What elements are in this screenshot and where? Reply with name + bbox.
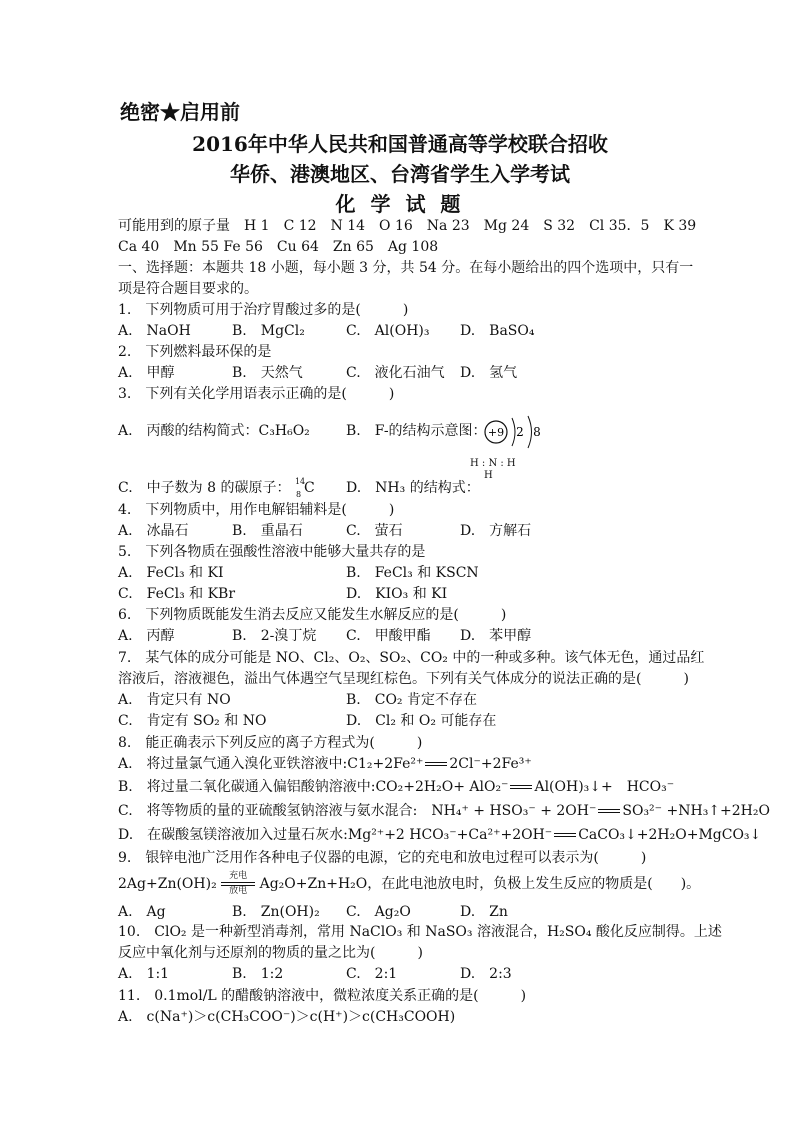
confidential-mark: 绝密★启用前	[120, 100, 240, 124]
question-7-option-b: B. CO₂ 肯定不存在	[346, 692, 477, 708]
question-8-option-d	[118, 825, 761, 845]
section-instructions-line2: 项是符合题目要求的。	[118, 281, 258, 297]
question-2-option-d: D. 氢气	[460, 365, 518, 381]
isotope-element-symbol: C	[303, 480, 315, 496]
question-4-stem: 4. 下列物质中，用作电解铝辅料是( )	[118, 502, 395, 518]
question-6-option-b: B. 2-溴丁烷	[232, 628, 317, 644]
arrow-label-discharge: 放电	[229, 886, 248, 896]
question-5-option-c: C. FeCl₃ 和 KBr	[118, 586, 236, 602]
question-4-option-c: C. 萤石	[346, 523, 403, 539]
reversible-arrow	[221, 872, 255, 896]
atomic-masses-line2: Ca 40 Mn 55 Fe 56 Cu 64 Zn 65 Ag 108	[118, 239, 439, 255]
equals-sign	[510, 785, 532, 789]
question-3-stem: 3. 下列有关化学用语表示正确的是( )	[118, 386, 395, 402]
question-9-option-b: B. Zn(OH)₂	[232, 904, 320, 920]
option-b-reactants: B. 将过量二氧化碳通入偏铝酸钠溶液中:CO₂+2H₂O+ AlO₂⁻	[118, 779, 509, 795]
question-2-stem: 2. 下列燃料最环保的是	[118, 344, 272, 360]
exam-title-line1: 2016年中华人民共和国普通高等学校联合招收	[192, 132, 608, 156]
equals-sign	[554, 833, 576, 837]
question-1-stem: 1. 下列物质可用于治疗胃酸过多的是( )	[118, 302, 409, 318]
isotope-neutron-number: 8	[295, 490, 302, 499]
question-3-option-b: B. F-的结构示意图：	[346, 423, 487, 439]
question-6-option-a: A. 丙醇	[118, 628, 175, 644]
question-10-option-d: D. 2:3	[460, 966, 512, 982]
option-c-reactants: C. 将等物质的量的亚硫酸氢钠溶液与氨水混合: NH₄⁺ + HSO₃⁻ + 2OH⁻	[118, 803, 597, 819]
question-11-stem: 11. 0.1mol/L 的醋酸钠溶液中，微粒浓度关系正确的是( )	[118, 988, 527, 1004]
question-5-option-b: B. FeCl₃ 和 KSCN	[346, 565, 479, 581]
question-9-stem: 9. 银锌电池广泛用作各种电子仪器的电源，它的充电和放电过程可以表示为( )	[118, 850, 647, 866]
question-7-stem-line2: 溶液后，溶液褪色，溢出气体遇空气呈现红棕色。下列有关气体成分的说法正确的是( )	[118, 671, 689, 687]
exam-title-line2: 华侨、港澳地区、台湾省学生入学考试	[230, 162, 570, 186]
option-d-reactants: D. 在碳酸氢镁溶液加入过量石灰水:Mg²⁺+2 HCO₃⁻+Ca²⁺+2OH⁻	[118, 827, 553, 843]
carbon-14-isotope-symbol	[295, 478, 315, 498]
question-3-option-d: D. NH₃ 的结构式：	[346, 480, 480, 496]
question-9-option-d: D. Zn	[460, 904, 508, 920]
question-9-option-a: A. Ag	[118, 904, 166, 920]
question-10-option-a: A. 1:1	[118, 966, 170, 982]
question-10-option-c: C. 2:1	[346, 966, 398, 982]
option-b-products: Al(OH)₃↓+ HCO₃⁻	[534, 779, 675, 795]
atomic-masses-line1: 可能用到的原子量 H 1 C 12 N 14 O 16 Na 23 Mg 24 S 32 Cl 35．5 K 39	[118, 218, 697, 234]
exam-subject-title: 化 学 试 题	[335, 192, 465, 216]
question-10-option-b: B. 1:2	[232, 966, 284, 982]
arrow-label-charge: 充电	[229, 871, 248, 881]
option-d-products: CaCO₃↓+2H₂O+MgCO₃↓	[578, 827, 762, 843]
question-1-option-b: B. MgCl₂	[232, 323, 305, 339]
question-4-option-a: A. 冰晶石	[118, 523, 189, 539]
question-6-option-c: C. 甲酸甲酯	[346, 628, 431, 644]
question-4-option-b: B. 重晶石	[232, 523, 303, 539]
equals-sign	[598, 809, 620, 813]
question-9-option-c: C. Ag₂O	[346, 904, 411, 920]
question-6-option-d: D. 苯甲醇	[460, 628, 532, 644]
question-1-option-a: A. NaOH	[118, 323, 191, 339]
question-3-option-c-text: C. 中子数为 8 的碳原子：	[118, 480, 291, 496]
question-5-option-d: D. KIO₃ 和 KI	[346, 586, 448, 602]
question-9-equation	[118, 872, 700, 896]
question-8-option-c	[118, 801, 770, 821]
question-10-stem-line2: 反应中氧化剂与还原剂的物质的量之比为( )	[118, 945, 423, 961]
nucleus-charge: +9	[487, 426, 505, 439]
option-a-products: 2Cl⁻+2Fe³⁺	[449, 756, 532, 772]
question-2-option-b: B. 天然气	[232, 365, 303, 381]
question-2-option-a: A. 甲醇	[118, 365, 175, 381]
question-2-option-c: C. 液化石油气	[346, 365, 445, 381]
equation-left: 2Ag+Zn(OH)₂	[118, 876, 217, 892]
isotope-mass-number: 14	[294, 477, 306, 486]
nh3-structure-bottom: H	[484, 470, 493, 481]
question-8-option-a	[118, 754, 532, 774]
shell-2-electrons: 8	[533, 425, 541, 439]
nh3-structure-top: H : N : H	[470, 458, 516, 469]
question-3-option-a: A. 丙酸的结构简式：C₃H₆O₂	[118, 423, 310, 439]
question-1-option-c: C. Al(OH)₃	[346, 323, 430, 339]
shell-1-electrons: 2	[516, 425, 524, 439]
question-10-stem-line1: 10. ClO₂ 是一种新型消毒剂，常用 NaClO₃ 和 NaSO₃ 溶液混合，H₂SO₄ 酸化反应制得。上述	[118, 924, 722, 940]
question-7-stem-line1: 7. 某气体的成分可能是 NO、Cl₂、O₂、SO₂、CO₂ 中的一种或多种。该气体无色，通过品红	[118, 650, 705, 666]
question-5-stem: 5. 下列各物质在强酸性溶液中能够大量共存的是	[118, 544, 426, 560]
question-3-option-c	[118, 478, 315, 498]
option-c-products: SO₃²⁻ +NH₃↑+2H₂O	[622, 803, 770, 819]
question-1-option-d: D. BaSO₄	[460, 323, 535, 339]
question-7-option-c: C. 肯定有 SO₂ 和 NO	[118, 713, 267, 729]
equation-right: Ag₂O+Zn+H₂O，在此电池放电时，负极上发生反应的物质是( )。	[259, 876, 701, 892]
equals-sign	[425, 762, 447, 766]
section-instructions-line1: 一、选择题：本题共 18 小题，每小题 3 分，共 54 分。在每小题给出的四个选项中，只有一	[118, 260, 694, 276]
shell-arc-1	[512, 418, 515, 446]
option-a-reactants: A. 将过量氯气通入溴化亚铁溶液中:C1₂+2Fe²⁺	[118, 756, 424, 772]
question-5-option-a: A. FeCl₃ 和 KI	[118, 565, 224, 581]
question-8-option-b	[118, 777, 674, 797]
question-8-stem: 8. 能正确表示下列反应的离子方程式为( )	[118, 735, 423, 751]
question-7-option-d: D. Cl₂ 和 O₂ 可能存在	[346, 713, 497, 729]
fluoride-ion-structure-diagram	[482, 412, 552, 452]
question-7-option-a: A. 肯定只有 NO	[118, 692, 231, 708]
question-6-stem: 6. 下列物质既能发生消去反应又能发生水解反应的是( )	[118, 607, 507, 623]
question-4-option-d: D. 方解石	[460, 523, 532, 539]
shell-arc-2	[528, 416, 532, 448]
question-11-option-a: A. c(Na⁺)＞c(CH₃COO⁻)＞c(H⁺)＞c(CH₃COOH)	[118, 1009, 456, 1025]
